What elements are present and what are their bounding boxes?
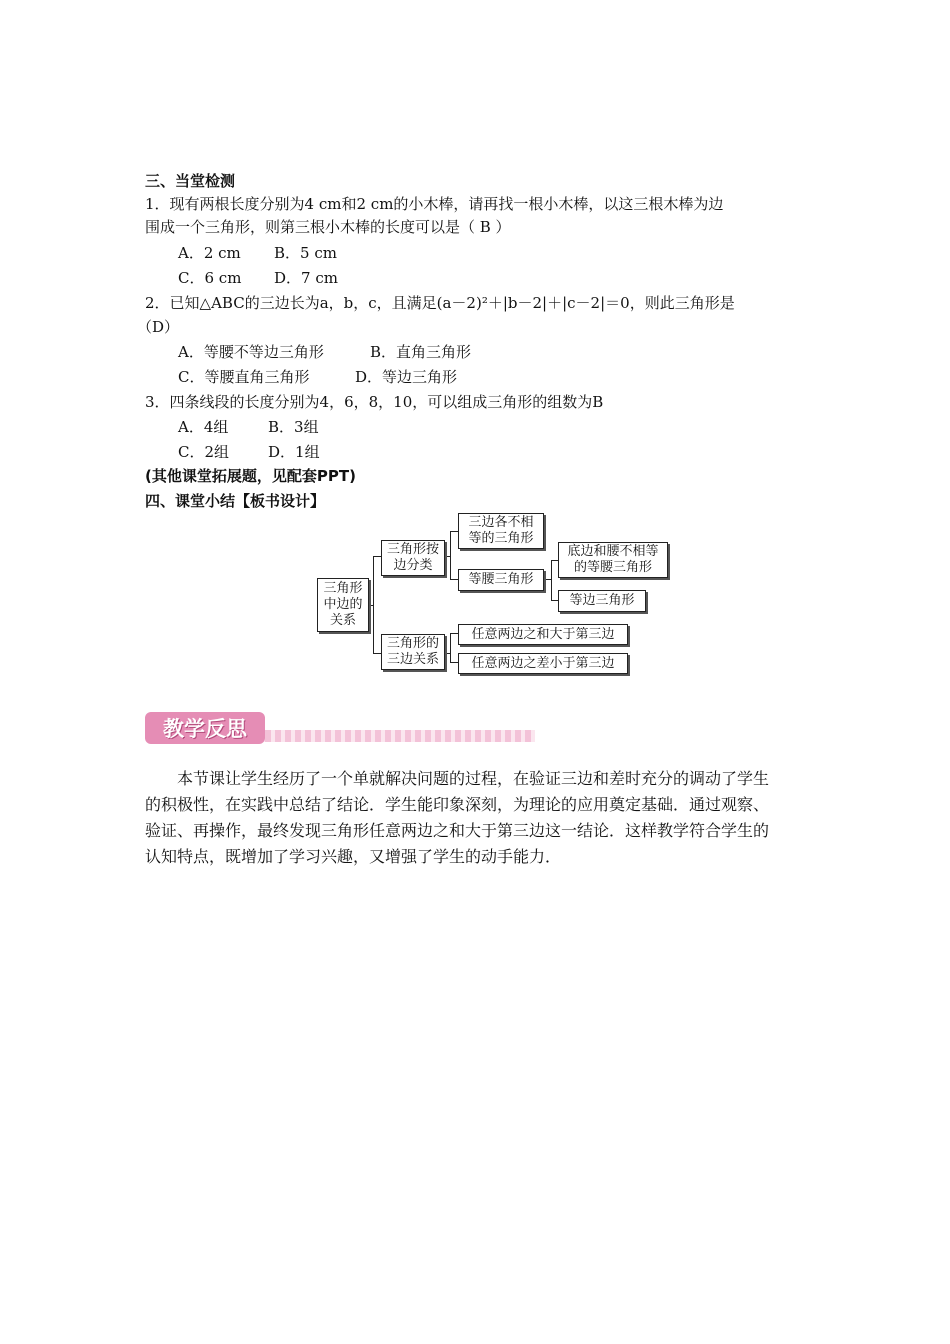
- diagram-scalene-box: [458, 513, 544, 549]
- q1-option-d: D．7 cm: [274, 269, 338, 287]
- diagram-sum-rule-box: [458, 624, 628, 645]
- reflection-line-1: 本节课让学生经历了一个单就解决问题的过程，在验证三边和差时充分的调动了学生: [177, 769, 770, 788]
- section-title-check: 三、当堂检测: [145, 172, 236, 190]
- diagram-classify-box: [381, 540, 445, 576]
- q3-option-a: A．4组: [178, 418, 229, 436]
- q2-option-d: D．等边三角形: [355, 368, 458, 386]
- diagram-iso-noneq-box: [558, 542, 668, 578]
- q1-text-line2: 围成一个三角形，则第三根小木棒的长度可以是（ B ）: [145, 218, 511, 236]
- diagram-isosceles-label: 等腰三角形: [468, 572, 534, 587]
- diagram-equilateral-label: 等边三角形: [569, 593, 635, 608]
- section-title-summary: 四、课堂小结【板书设计】: [145, 492, 326, 510]
- q1-option-c: C．6 cm: [178, 269, 242, 287]
- diagram-iso-noneq-label: 底边和腰不相等的等腰三角形: [567, 544, 659, 575]
- diagram-root-label: 三角形中边的关系: [323, 581, 363, 628]
- diagram-relation-box: [381, 634, 445, 670]
- diagram-sum-rule-label: 任意两边之和大于第三边: [471, 626, 615, 642]
- reflection-heading-decoration: [255, 730, 535, 742]
- q2-text-line2: （D）: [137, 318, 180, 336]
- diagram-diff-rule-label: 任意两边之差小于第三边: [471, 655, 615, 671]
- q1-option-a: A．2 cm: [178, 244, 241, 262]
- reflection-heading: 教学反思: [145, 712, 265, 744]
- diagram-equilateral-box: [558, 590, 646, 612]
- q2-option-c: C．等腰直角三角形: [178, 368, 310, 386]
- diagram-isosceles-box: [458, 569, 544, 591]
- reflection-line-3: 验证、再操作，最终发现三角形任意两边之和大于第三边这一结论．这样教学符合学生的: [145, 821, 770, 840]
- diagram-scalene-label: 三边各不相等的三角形: [468, 515, 534, 546]
- q2-option-b: B．直角三角形: [370, 343, 472, 361]
- q2-text-line1: 2．已知△ABC的三边长为a，b，c，且满足(a－2)²＋|b－2|＋|c－2|＝0，则此三角形是: [145, 294, 735, 312]
- q2-option-a: A．等腰不等边三角形: [178, 343, 324, 361]
- extra-note: (其他课堂拓展题，见配套PPT): [145, 467, 356, 485]
- q1-text-line1: 1．现有两根长度分别为4 cm和2 cm的小木棒，请再找一根小木棒，以这三根木棒为边: [145, 195, 724, 213]
- q3-option-c: C．2组: [178, 443, 230, 461]
- diagram-root-box: [317, 578, 369, 632]
- diagram-classify-label: 三角形按边分类: [386, 542, 439, 573]
- q3-option-d: D．1组: [268, 443, 320, 461]
- q3-option-b: B．3组: [268, 418, 319, 436]
- diagram-relation-label: 三角形的三边关系: [386, 636, 439, 667]
- q1-option-b: B．5 cm: [274, 244, 337, 262]
- q3-text-line1: 3．四条线段的长度分别为4，6，8，10，可以组成三角形的组数为B: [145, 393, 604, 411]
- diagram-diff-rule-box: [458, 653, 628, 674]
- reflection-line-4: 认知特点，既增加了学习兴趣，又增强了学生的动手能力．: [145, 847, 562, 866]
- reflection-line-2: 的积极性，在实践中总结了结论．学生能印象深刻，为理论的应用奠定基础．通过观察、: [145, 795, 770, 814]
